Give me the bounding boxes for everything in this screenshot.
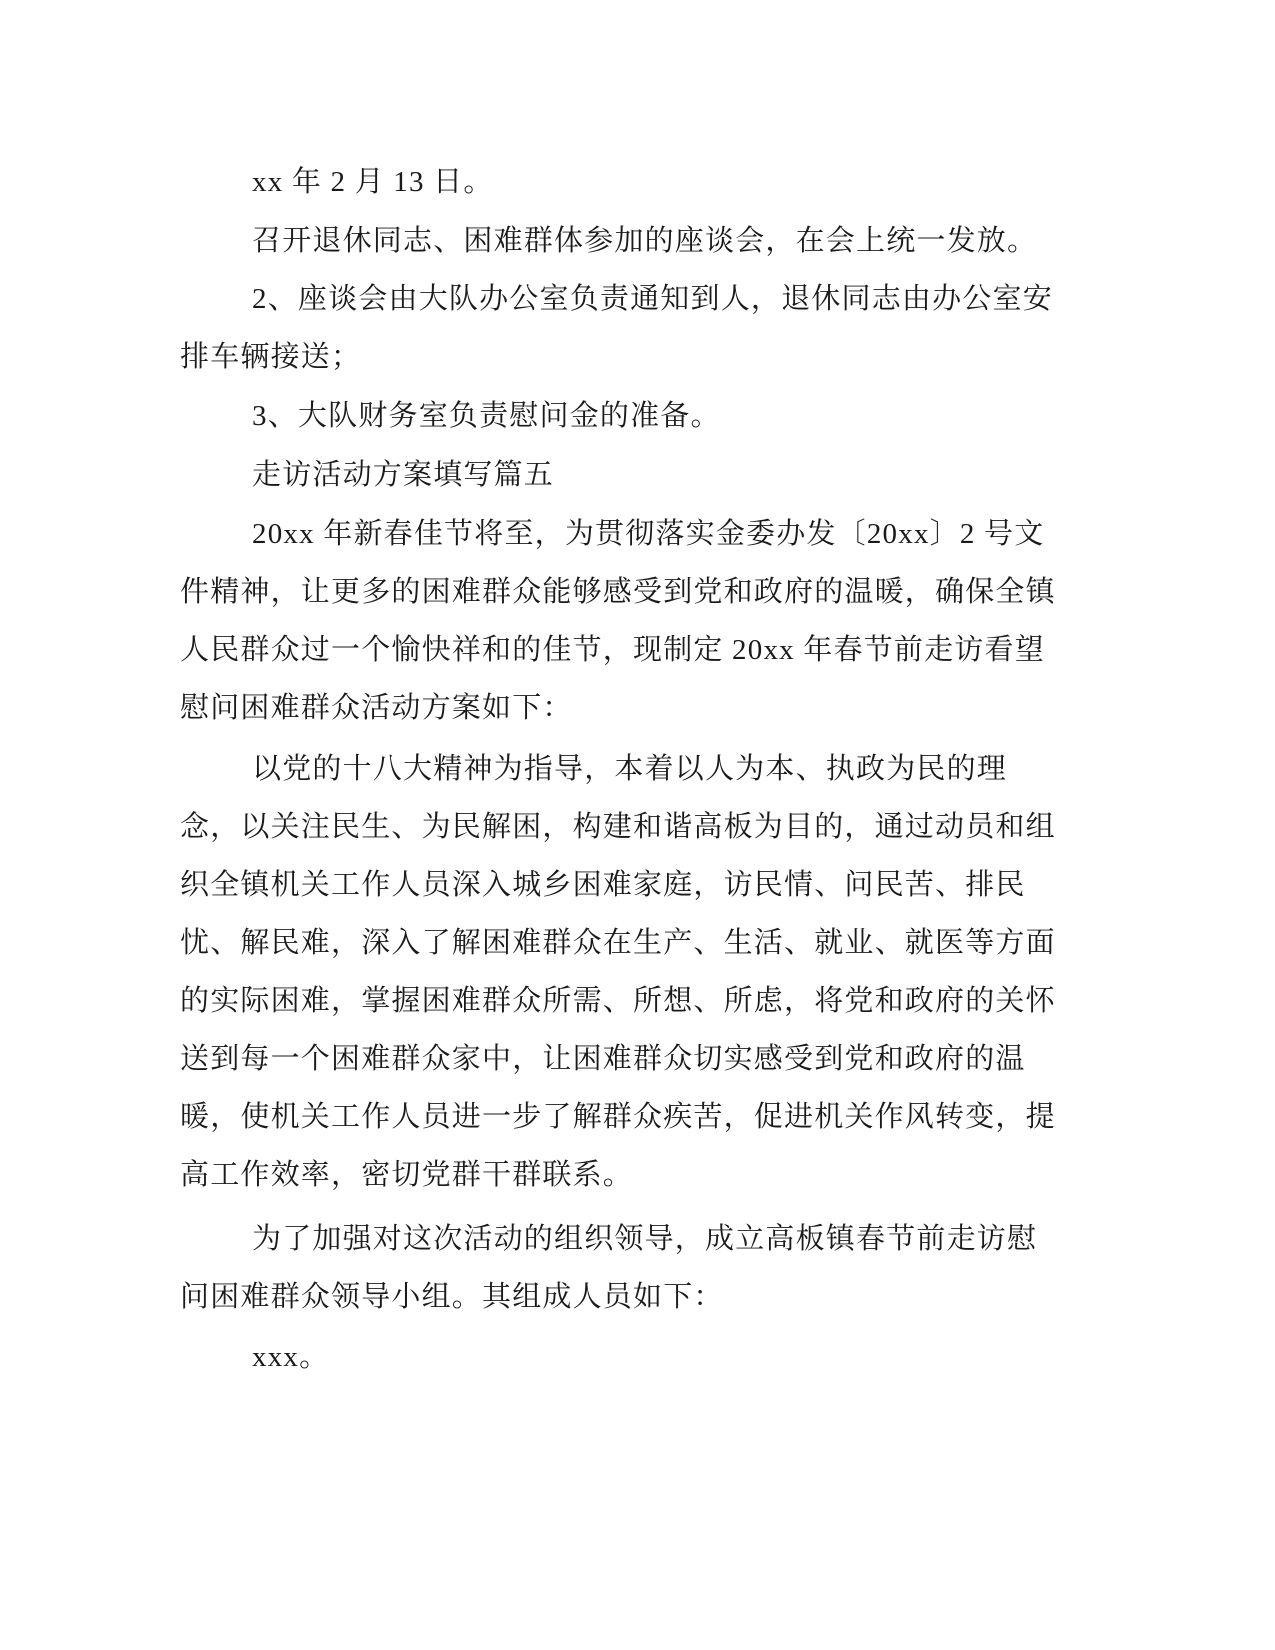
paragraph-text: 以党的十八大精神为指导，本着以人为本、执政为民的理念，以关注民生、为民解困，构建和谐高板为目的，通过动员和组织全镇机关工作人员深入城乡困难家庭，访民情、问民苦、排民忧、解民难，深入了解困难群众在生产、生活、就业、就医等方面的实际困难，掌握困难群众所需、所想、所虑，将党和政府的关怀送到每一个困难群众家中，让困难群众切实感受到党和政府的温暖，使机关工作人员进一步了解群众疾苦，促进机关作风转变，提高工作效率，密切党群干群联系。 (180, 753, 1056, 1191)
paragraph-text: 20xx 年新春佳节将至，为贯彻落实金委办发〔20xx〕2 号文件精神，让更多的困难群众能够感受到党和政府的温暖，确保全镇人民群众过一个愉快祥和的佳节，现制定 20xx 年春节前走访看望慰问困难群众活动方案如下： (180, 518, 1056, 724)
paragraph-text: xx 年 2 月 13 日。 (252, 166, 494, 198)
heading-text: 走访活动方案填写篇五 (252, 459, 555, 491)
paragraph-leadership (180, 1210, 1060, 1326)
section-heading (180, 446, 1060, 504)
paragraph-text: 召开退休同志、困难群体参加的座谈会，在会上统一发放。 (252, 225, 1038, 257)
paragraph-text: 为了加强对这次活动的组织领导，成立高板镇春节前走访慰问困难群众领导小组。其组成人员如下： (180, 1223, 1038, 1313)
paragraph-text: 3、大队财务室负责慰问金的准备。 (252, 400, 721, 432)
paragraph-text: xxx。 (252, 1341, 330, 1373)
paragraph-item-2 (180, 270, 1060, 386)
paragraph-guidance (180, 740, 1060, 1204)
paragraph-item-3 (180, 387, 1060, 445)
paragraph-meeting (180, 212, 1060, 270)
paragraph-text: 2、座谈会由大队办公室负责通知到人，退休同志由办公室安排车辆接送； (180, 283, 1053, 373)
paragraph-date (180, 153, 1060, 211)
paragraph-members (180, 1328, 1060, 1386)
paragraph-intro (180, 505, 1060, 737)
